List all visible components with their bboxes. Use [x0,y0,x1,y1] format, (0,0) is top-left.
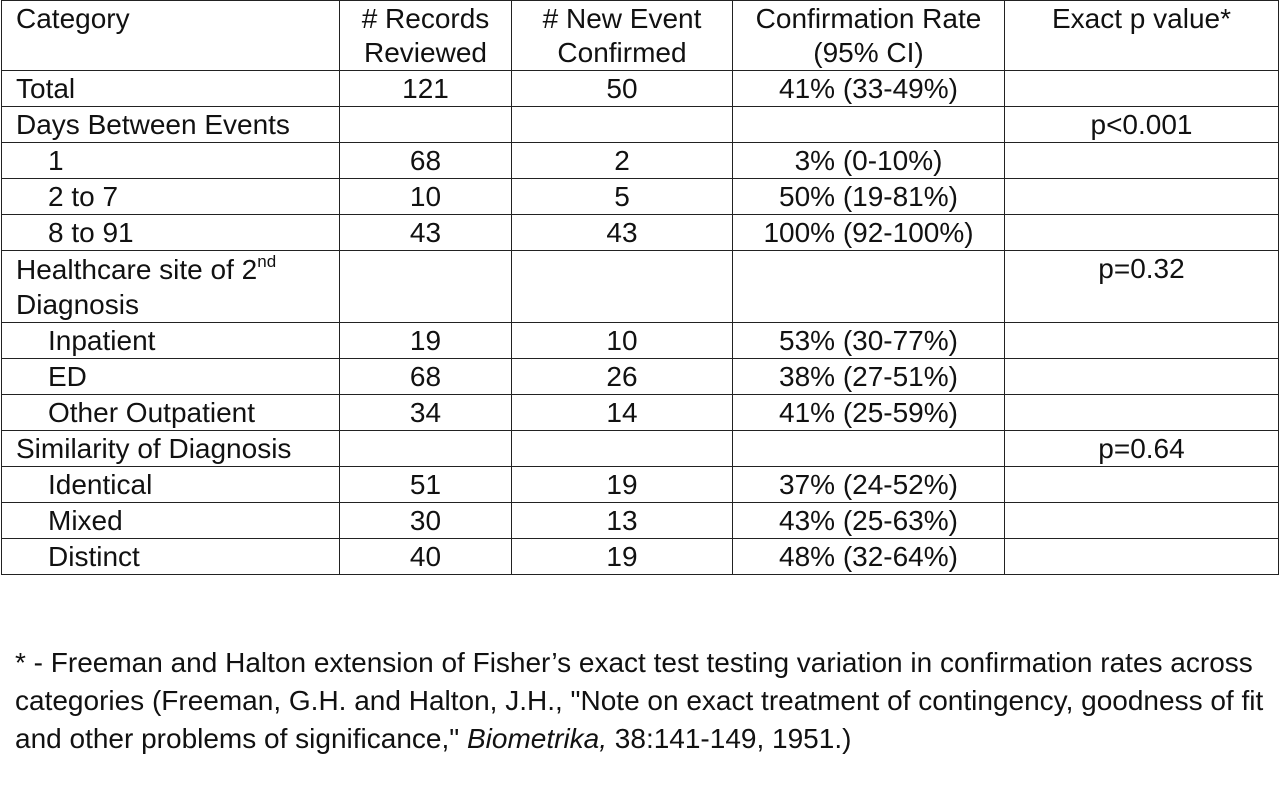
p-value-cell [1005,143,1279,179]
records-reviewed-cell: 68 [340,359,512,395]
new-event-confirmed-cell: 19 [512,467,733,503]
new-event-confirmed-cell: 43 [512,215,733,251]
table-row [2,503,1279,539]
row-label: 8 to 91 [2,215,340,251]
footnote-citation: 38:141-149, 1951.) [607,723,852,754]
header-new-event-confirmed: # New Event Confirmed [512,1,733,71]
table-row [2,467,1279,503]
confirmation-rate-cell: 38% (27-51%) [733,359,1005,395]
row-label: Distinct [2,539,340,575]
new-event-confirmed-cell: 26 [512,359,733,395]
confirmation-rate-cell [733,431,1005,467]
table-row [2,395,1279,431]
row-label: Similarity of Diagnosis [2,431,340,467]
header-category: Category [2,1,340,71]
p-value-cell [1005,215,1279,251]
records-reviewed-cell: 40 [340,539,512,575]
header-records-reviewed: # Records Reviewed [340,1,512,71]
p-value-cell [1005,71,1279,107]
new-event-confirmed-cell: 13 [512,503,733,539]
new-event-confirmed-cell [512,107,733,143]
table-row [2,107,1279,143]
confirmation-rate-cell: 100% (92-100%) [733,215,1005,251]
records-reviewed-cell [340,251,512,323]
confirmation-rate-cell: 41% (33-49%) [733,71,1005,107]
new-event-confirmed-cell: 2 [512,143,733,179]
records-reviewed-cell: 10 [340,179,512,215]
p-value-cell [1005,539,1279,575]
confirmation-rate-cell: 37% (24-52%) [733,467,1005,503]
new-event-confirmed-cell [512,431,733,467]
confirmation-rate-cell [733,251,1005,323]
records-reviewed-cell: 34 [340,395,512,431]
records-reviewed-cell: 121 [340,71,512,107]
confirmation-rate-cell: 3% (0-10%) [733,143,1005,179]
header-row [2,1,1279,71]
confirmation-rate-cell: 41% (25-59%) [733,395,1005,431]
p-value-cell [1005,467,1279,503]
row-label: Inpatient [2,323,340,359]
results-table [1,0,1279,575]
confirmation-rate-cell: 43% (25-63%) [733,503,1005,539]
table-row [2,323,1279,359]
p-value-cell [1005,323,1279,359]
records-reviewed-cell: 43 [340,215,512,251]
header-confirmation-rate: Confirmation Rate (95% CI) [733,1,1005,71]
header-exact-p-value: Exact p value* [1005,1,1279,71]
table-row [2,179,1279,215]
table-row [2,359,1279,395]
records-reviewed-cell [340,107,512,143]
table-row [2,215,1279,251]
row-label: Other Outpatient [2,395,340,431]
records-reviewed-cell: 68 [340,143,512,179]
records-reviewed-cell: 51 [340,467,512,503]
p-value-cell [1005,359,1279,395]
p-value-cell: p<0.001 [1005,107,1279,143]
p-value-cell: p=0.64 [1005,431,1279,467]
confirmation-rate-cell: 53% (30-77%) [733,323,1005,359]
confirmation-rate-cell [733,107,1005,143]
row-label: Total [2,71,340,107]
p-value-cell [1005,179,1279,215]
confirmation-rate-cell: 48% (32-64%) [733,539,1005,575]
confirmation-rate-cell: 50% (19-81%) [733,179,1005,215]
new-event-confirmed-cell: 50 [512,71,733,107]
new-event-confirmed-cell: 10 [512,323,733,359]
new-event-confirmed-cell: 14 [512,395,733,431]
row-label: Mixed [2,503,340,539]
table-row [2,251,1279,323]
row-label: Days Between Events [2,107,340,143]
table-row [2,539,1279,575]
new-event-confirmed-cell: 5 [512,179,733,215]
footnote [15,644,1270,758]
records-reviewed-cell: 19 [340,323,512,359]
p-value-cell [1005,395,1279,431]
row-label: 2 to 7 [2,179,340,215]
table-row [2,431,1279,467]
p-value-cell: p=0.32 [1005,251,1279,323]
records-reviewed-cell [340,431,512,467]
table-row [2,71,1279,107]
row-label: Healthcare site of 2nd Diagnosis [2,251,340,323]
new-event-confirmed-cell: 19 [512,539,733,575]
p-value-cell [1005,503,1279,539]
footnote-text: * - Freeman and Halton extension of Fisher’s exact test testing variation in confirmation rates across categories (Freeman, G.H. and Halton, J.H., "Note on exact treatment of contingency, goodness of fit and other problems of significance," [15,647,1264,754]
new-event-confirmed-cell [512,251,733,323]
records-reviewed-cell: 30 [340,503,512,539]
footnote-journal: Biometrika, [466,723,608,754]
row-label: 1 [2,143,340,179]
row-label: Identical [2,467,340,503]
table-row [2,143,1279,179]
row-label: ED [2,359,340,395]
